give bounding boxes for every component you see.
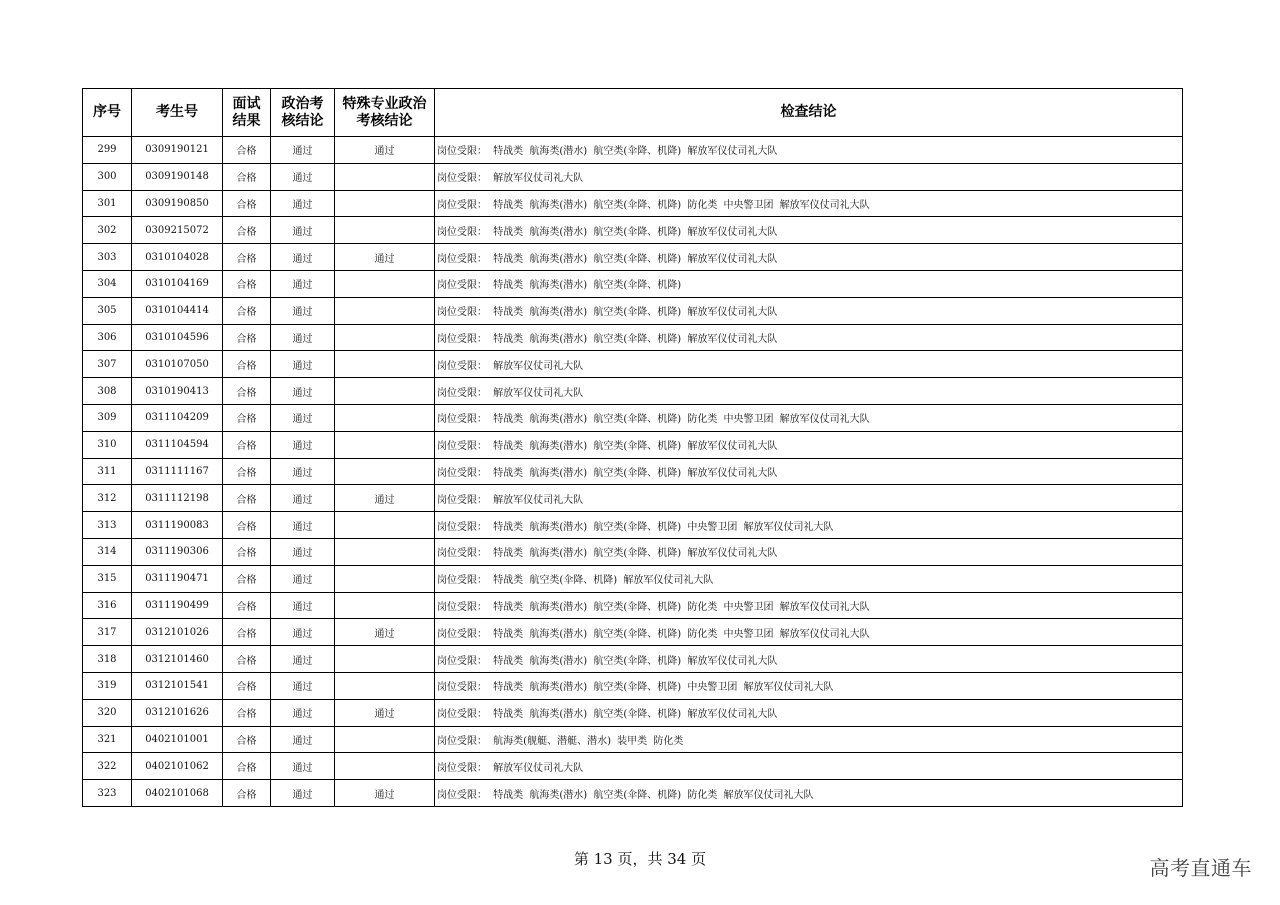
cell-special-political (335, 672, 435, 699)
cell-candidate-no: 0309215072 (132, 217, 223, 244)
table-body (83, 137, 1183, 807)
table-row (83, 404, 1183, 431)
cell-political: 通过 (271, 137, 335, 164)
cell-seq: 321 (83, 726, 132, 753)
cell-seq: 307 (83, 351, 132, 378)
cell-interview: 合格 (223, 244, 271, 271)
watermark-text: 高考直通车 (1149, 856, 1252, 880)
cell-political: 通过 (271, 780, 335, 807)
header-candidate-no: 考生号 (132, 89, 223, 137)
cell-special-political (335, 512, 435, 539)
table-row (83, 512, 1183, 539)
cell-check-conclusion: 岗位受限： 解放军仪仗司礼大队 (435, 485, 1183, 512)
cell-special-political: 通过 (335, 137, 435, 164)
cell-check-conclusion: 岗位受限： 特战类 航海类(潜水) 航空类(伞降、机降) 防化类 中央警卫团 解放军仪仗司礼大队 (435, 619, 1183, 646)
cell-political: 通过 (271, 538, 335, 565)
cell-check-conclusion: 岗位受限： 特战类 航海类(潜水) 航空类(伞降、机降) 防化类 解放军仪仗司礼大队 (435, 780, 1183, 807)
cell-special-political (335, 592, 435, 619)
cell-candidate-no: 0309190121 (132, 137, 223, 164)
cell-interview: 合格 (223, 378, 271, 405)
header-political: 政治考核结论 (271, 89, 335, 137)
cell-special-political (335, 565, 435, 592)
cell-special-political (335, 646, 435, 673)
cell-candidate-no: 0311190083 (132, 512, 223, 539)
cell-check-conclusion: 岗位受限： 特战类 航海类(潜水) 航空类(伞降、机降) 防化类 中央警卫团 解放军仪仗司礼大队 (435, 190, 1183, 217)
table-row (83, 592, 1183, 619)
cell-political: 通过 (271, 485, 335, 512)
cell-check-conclusion: 岗位受限： 特战类 航海类(潜水) 航空类(伞降、机降) 防化类 中央警卫团 解放军仪仗司礼大队 (435, 592, 1183, 619)
table-row (83, 244, 1183, 271)
cell-check-conclusion: 岗位受限： 解放军仪仗司礼大队 (435, 351, 1183, 378)
cell-special-political (335, 163, 435, 190)
cell-candidate-no: 0311190306 (132, 538, 223, 565)
cell-political: 通过 (271, 404, 335, 431)
cell-political: 通过 (271, 297, 335, 324)
cell-special-political (335, 190, 435, 217)
cell-check-conclusion: 岗位受限： 解放军仪仗司礼大队 (435, 753, 1183, 780)
cell-interview: 合格 (223, 270, 271, 297)
cell-check-conclusion: 岗位受限： 特战类 航海类(潜水) 航空类(伞降、机降) (435, 270, 1183, 297)
cell-check-conclusion: 岗位受限： 特战类 航空类(伞降、机降) 解放军仪仗司礼大队 (435, 565, 1183, 592)
cell-interview: 合格 (223, 699, 271, 726)
cell-check-conclusion: 岗位受限： 特战类 航海类(潜水) 航空类(伞降、机降) 解放军仪仗司礼大队 (435, 324, 1183, 351)
cell-check-conclusion: 岗位受限： 特战类 航海类(潜水) 航空类(伞降、机降) 解放军仪仗司礼大队 (435, 646, 1183, 673)
cell-candidate-no: 0402101068 (132, 780, 223, 807)
cell-interview: 合格 (223, 190, 271, 217)
header-check: 检查结论 (435, 89, 1183, 137)
cell-special-political (335, 324, 435, 351)
cell-political: 通过 (271, 351, 335, 378)
table-row (83, 485, 1183, 512)
cell-seq: 311 (83, 458, 132, 485)
cell-candidate-no: 0311104594 (132, 431, 223, 458)
cell-check-conclusion: 岗位受限： 航海类(舰艇、潜艇、潜水) 装甲类 防化类 (435, 726, 1183, 753)
cell-political: 通过 (271, 592, 335, 619)
cell-check-conclusion: 岗位受限： 特战类 航海类(潜水) 航空类(伞降、机降) 解放军仪仗司礼大队 (435, 538, 1183, 565)
cell-candidate-no: 0310104028 (132, 244, 223, 271)
cell-special-political (335, 431, 435, 458)
cell-seq: 308 (83, 378, 132, 405)
cell-special-political (335, 297, 435, 324)
cell-political: 通过 (271, 324, 335, 351)
cell-check-conclusion: 岗位受限： 特战类 航海类(潜水) 航空类(伞降、机降) 防化类 中央警卫团 解放军仪仗司礼大队 (435, 404, 1183, 431)
table-row (83, 351, 1183, 378)
cell-check-conclusion: 岗位受限： 特战类 航海类(潜水) 航空类(伞降、机降) 解放军仪仗司礼大队 (435, 244, 1183, 271)
cell-seq: 314 (83, 538, 132, 565)
table-row (83, 672, 1183, 699)
cell-interview: 合格 (223, 485, 271, 512)
cell-political: 通过 (271, 190, 335, 217)
cell-interview: 合格 (223, 780, 271, 807)
header-special-political: 特殊专业政治考核结论 (335, 89, 435, 137)
cell-interview: 合格 (223, 217, 271, 244)
cell-political: 通过 (271, 672, 335, 699)
cell-interview: 合格 (223, 351, 271, 378)
cell-political: 通过 (271, 699, 335, 726)
table-row (83, 753, 1183, 780)
cell-seq: 319 (83, 672, 132, 699)
cell-special-political (335, 378, 435, 405)
cell-seq: 299 (83, 137, 132, 164)
cell-candidate-no: 0312101026 (132, 619, 223, 646)
cell-seq: 301 (83, 190, 132, 217)
table-row (83, 163, 1183, 190)
table-row (83, 270, 1183, 297)
cell-interview: 合格 (223, 512, 271, 539)
cell-interview: 合格 (223, 592, 271, 619)
cell-seq: 303 (83, 244, 132, 271)
cell-check-conclusion: 岗位受限： 特战类 航海类(潜水) 航空类(伞降、机降) 解放军仪仗司礼大队 (435, 137, 1183, 164)
cell-candidate-no: 0312101460 (132, 646, 223, 673)
cell-seq: 302 (83, 217, 132, 244)
cell-special-political: 通过 (335, 619, 435, 646)
cell-candidate-no: 0402101001 (132, 726, 223, 753)
table-row (83, 726, 1183, 753)
cell-political: 通过 (271, 163, 335, 190)
cell-candidate-no: 0310104596 (132, 324, 223, 351)
cell-political: 通过 (271, 431, 335, 458)
cell-political: 通过 (271, 378, 335, 405)
cell-special-political (335, 404, 435, 431)
cell-special-political (335, 753, 435, 780)
cell-check-conclusion: 岗位受限： 解放军仪仗司礼大队 (435, 378, 1183, 405)
cell-interview: 合格 (223, 458, 271, 485)
cell-seq: 304 (83, 270, 132, 297)
cell-candidate-no: 0311112198 (132, 485, 223, 512)
cell-seq: 300 (83, 163, 132, 190)
cell-seq: 313 (83, 512, 132, 539)
header-interview: 面试结果 (223, 89, 271, 137)
cell-interview: 合格 (223, 538, 271, 565)
cell-candidate-no: 0310107050 (132, 351, 223, 378)
cell-candidate-no: 0309190148 (132, 163, 223, 190)
cell-special-political: 通过 (335, 780, 435, 807)
cell-candidate-no: 0311104209 (132, 404, 223, 431)
cell-candidate-no: 0311190499 (132, 592, 223, 619)
cell-interview: 合格 (223, 297, 271, 324)
table-row (83, 431, 1183, 458)
cell-political: 通过 (271, 217, 335, 244)
cell-check-conclusion: 岗位受限： 特战类 航海类(潜水) 航空类(伞降、机降) 中央警卫团 解放军仪仗司礼大队 (435, 672, 1183, 699)
cell-interview: 合格 (223, 753, 271, 780)
table-row (83, 565, 1183, 592)
cell-check-conclusion: 岗位受限： 解放军仪仗司礼大队 (435, 163, 1183, 190)
page-number: 第 13 页，共 34 页 (573, 850, 707, 868)
cell-seq: 322 (83, 753, 132, 780)
table-row (83, 297, 1183, 324)
cell-candidate-no: 0311190471 (132, 565, 223, 592)
table-row (83, 699, 1183, 726)
cell-seq: 315 (83, 565, 132, 592)
cell-check-conclusion: 岗位受限： 特战类 航海类(潜水) 航空类(伞降、机降) 中央警卫团 解放军仪仗司礼大队 (435, 512, 1183, 539)
cell-candidate-no: 0309190850 (132, 190, 223, 217)
cell-political: 通过 (271, 619, 335, 646)
cell-political: 通过 (271, 565, 335, 592)
cell-interview: 合格 (223, 404, 271, 431)
cell-political: 通过 (271, 512, 335, 539)
cell-seq: 323 (83, 780, 132, 807)
cell-special-political: 通过 (335, 485, 435, 512)
table-row (83, 137, 1183, 164)
cell-special-political (335, 351, 435, 378)
cell-political: 通过 (271, 270, 335, 297)
cell-seq: 305 (83, 297, 132, 324)
table-header-row (83, 89, 1183, 137)
cell-special-political: 通过 (335, 244, 435, 271)
cell-candidate-no: 0310190413 (132, 378, 223, 405)
results-table (82, 88, 1183, 807)
cell-interview: 合格 (223, 619, 271, 646)
cell-political: 通过 (271, 646, 335, 673)
table-row (83, 378, 1183, 405)
cell-seq: 320 (83, 699, 132, 726)
table-row (83, 780, 1183, 807)
cell-candidate-no: 0311111167 (132, 458, 223, 485)
table-row (83, 619, 1183, 646)
cell-special-political: 通过 (335, 699, 435, 726)
table-row (83, 190, 1183, 217)
cell-seq: 306 (83, 324, 132, 351)
table-row (83, 217, 1183, 244)
table-row (83, 324, 1183, 351)
cell-special-political (335, 270, 435, 297)
cell-interview: 合格 (223, 646, 271, 673)
cell-interview: 合格 (223, 672, 271, 699)
cell-seq: 317 (83, 619, 132, 646)
table-row (83, 458, 1183, 485)
cell-seq: 312 (83, 485, 132, 512)
header-seq: 序号 (83, 89, 132, 137)
cell-check-conclusion: 岗位受限： 特战类 航海类(潜水) 航空类(伞降、机降) 解放军仪仗司礼大队 (435, 699, 1183, 726)
cell-political: 通过 (271, 753, 335, 780)
table-row (83, 538, 1183, 565)
cell-candidate-no: 0402101062 (132, 753, 223, 780)
cell-special-political (335, 217, 435, 244)
cell-special-political (335, 538, 435, 565)
cell-seq: 316 (83, 592, 132, 619)
cell-seq: 318 (83, 646, 132, 673)
cell-interview: 合格 (223, 431, 271, 458)
table-row (83, 646, 1183, 673)
cell-candidate-no: 0310104169 (132, 270, 223, 297)
cell-seq: 309 (83, 404, 132, 431)
cell-political: 通过 (271, 726, 335, 753)
cell-candidate-no: 0312101626 (132, 699, 223, 726)
cell-check-conclusion: 岗位受限： 特战类 航海类(潜水) 航空类(伞降、机降) 解放军仪仗司礼大队 (435, 297, 1183, 324)
cell-special-political (335, 458, 435, 485)
cell-interview: 合格 (223, 163, 271, 190)
cell-check-conclusion: 岗位受限： 特战类 航海类(潜水) 航空类(伞降、机降) 解放军仪仗司礼大队 (435, 431, 1183, 458)
cell-seq: 310 (83, 431, 132, 458)
cell-interview: 合格 (223, 324, 271, 351)
cell-political: 通过 (271, 244, 335, 271)
cell-interview: 合格 (223, 565, 271, 592)
cell-candidate-no: 0312101541 (132, 672, 223, 699)
cell-check-conclusion: 岗位受限： 特战类 航海类(潜水) 航空类(伞降、机降) 解放军仪仗司礼大队 (435, 458, 1183, 485)
cell-interview: 合格 (223, 726, 271, 753)
cell-candidate-no: 0310104414 (132, 297, 223, 324)
cell-political: 通过 (271, 458, 335, 485)
cell-special-political (335, 726, 435, 753)
cell-interview: 合格 (223, 137, 271, 164)
cell-check-conclusion: 岗位受限： 特战类 航海类(潜水) 航空类(伞降、机降) 解放军仪仗司礼大队 (435, 217, 1183, 244)
